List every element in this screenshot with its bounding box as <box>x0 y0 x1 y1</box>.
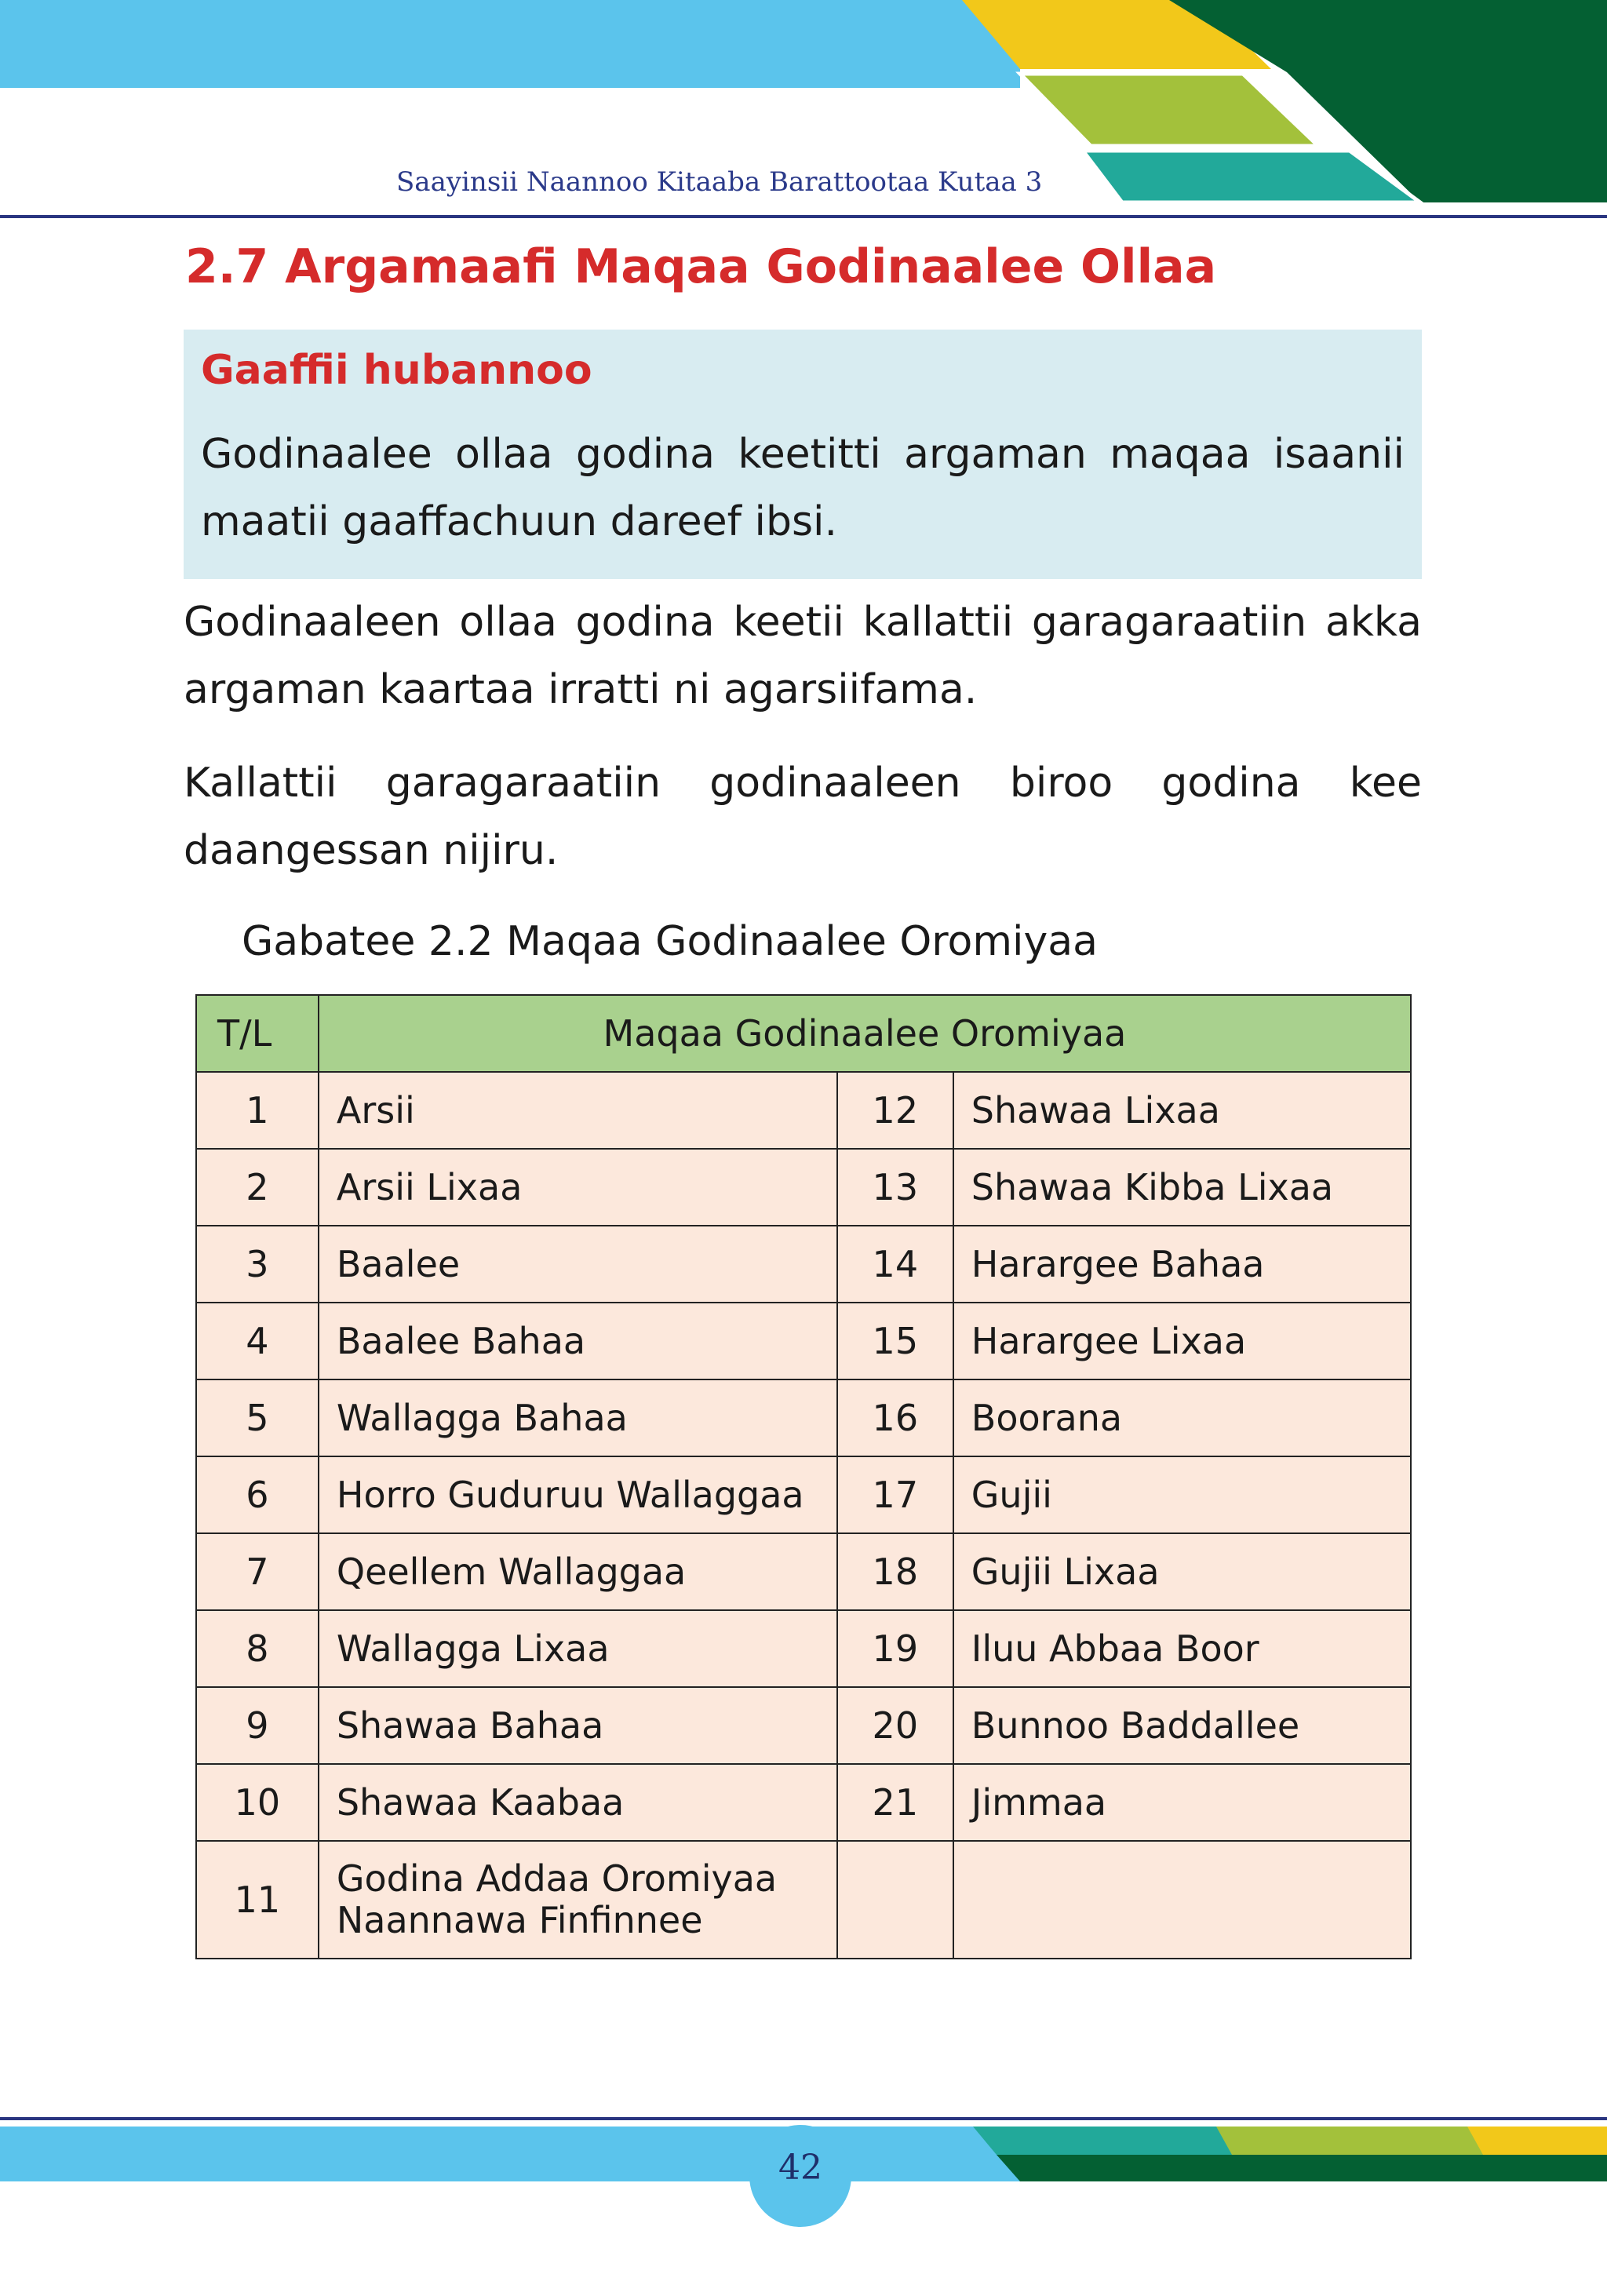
top-banner-teal-stripe <box>1083 151 1420 202</box>
zone-name: Arsii <box>319 1072 837 1149</box>
zone-name: Jimmaa <box>953 1764 1411 1841</box>
header-rule <box>0 215 1607 218</box>
top-banner-lime-stripe <box>1020 74 1318 146</box>
table-row <box>196 1764 1411 1841</box>
zone-name: Shawaa Kibba Lixaa <box>953 1149 1411 1226</box>
bottom-banner-blue-band <box>0 2127 1036 2181</box>
row-number: 21 <box>837 1764 953 1841</box>
zone-name: Iluu Abbaa Boor <box>953 1610 1411 1687</box>
table-caption: Gabatee 2.2 Maqaa Godinaalee Oromiyaa <box>242 918 1098 965</box>
zone-name: Shawaa Bahaa <box>319 1687 837 1764</box>
zone-name: Baalee Bahaa <box>319 1303 837 1379</box>
focus-question-text: Godinaalee ollaa godina keetitti argaman maqaa isaanii maatii gaaffachuun dareef ibsi. <box>201 431 1405 545</box>
row-number: 8 <box>196 1610 319 1687</box>
zone-name: Gujii Lixaa <box>953 1533 1411 1610</box>
focus-question-box <box>184 330 1422 579</box>
table-row <box>196 1303 1411 1379</box>
zone-name <box>319 1841 837 1959</box>
row-number: 17 <box>837 1456 953 1533</box>
bottom-banner-lime-stripe <box>1216 2127 1491 2155</box>
row-number-empty <box>837 1841 953 1959</box>
zone-name: Wallagga Bahaa <box>319 1379 837 1456</box>
zone-name: Baalee <box>319 1226 837 1303</box>
section-title: 2.7 Argamaafi Maqaa Godinaalee Ollaa <box>185 239 1217 294</box>
row-number: 18 <box>837 1533 953 1610</box>
zone-name: Bunnoo Baddallee <box>953 1687 1411 1764</box>
table-row <box>196 1841 1411 1959</box>
header-zone-names: Maqaa Godinaalee Oromiyaa <box>319 995 1411 1072</box>
table-row <box>196 1610 1411 1687</box>
row-number: 20 <box>837 1687 953 1764</box>
paragraph-bordering-zones-line2: daangessan nijiru. <box>184 827 559 874</box>
row-number: 19 <box>837 1610 953 1687</box>
zone-name-line2: Naannawa Finfinnee <box>336 1899 703 1941</box>
paragraph-neighbouring-zones-map: Godinaaleen ollaa godina keetii kallattii garagaraatiin akka argaman kaartaa irratti ni agarsiifama. <box>184 599 1422 713</box>
zone-name: Shawaa Kaabaa <box>319 1764 837 1841</box>
oromia-zones-table <box>195 994 1412 1959</box>
row-number: 3 <box>196 1226 319 1303</box>
bottom-banner-teal-stripe <box>973 2127 1248 2155</box>
zone-name-empty <box>953 1841 1411 1959</box>
row-number: 6 <box>196 1456 319 1533</box>
zone-name: Wallagga Lixaa <box>319 1610 837 1687</box>
table-row <box>196 1072 1411 1149</box>
row-number: 14 <box>837 1226 953 1303</box>
row-number: 9 <box>196 1687 319 1764</box>
bottom-banner-yellow-stripe <box>1467 2127 1607 2155</box>
zone-name: Harargee Bahaa <box>953 1226 1411 1303</box>
table-row <box>196 1533 1411 1610</box>
paragraph-bordering-zones-line1: Kallattii garagaraatiin godinaaleen biroo godina kee <box>184 760 1422 807</box>
page-number: 42 <box>749 2125 851 2227</box>
zone-name: Arsii Lixaa <box>319 1149 837 1226</box>
table-row <box>196 1379 1411 1456</box>
zone-name: Harargee Lixaa <box>953 1303 1411 1379</box>
paragraph-bordering-zones <box>184 749 1422 884</box>
zone-name-line1: Godina Addaa Oromiyaa <box>336 1857 778 1901</box>
zone-name: Qeellem Wallaggaa <box>319 1533 837 1610</box>
row-number: 4 <box>196 1303 319 1379</box>
header-number: T/L <box>196 995 319 1072</box>
book-title-header: Saayinsii Naannoo Kitaaba Barattootaa Kutaa 3 <box>396 166 1043 198</box>
table-row <box>196 1226 1411 1303</box>
row-number: 2 <box>196 1149 319 1226</box>
row-number: 7 <box>196 1533 319 1610</box>
row-number: 13 <box>837 1149 953 1226</box>
zone-name: Shawaa Lixaa <box>953 1072 1411 1149</box>
row-number: 1 <box>196 1072 319 1149</box>
row-number: 15 <box>837 1303 953 1379</box>
row-number: 11 <box>196 1841 319 1959</box>
zone-name: Boorana <box>953 1379 1411 1456</box>
table-header-row <box>196 995 1411 1072</box>
row-number: 16 <box>837 1379 953 1456</box>
bottom-banner-navy-rule <box>0 2117 1607 2120</box>
table-row <box>196 1149 1411 1226</box>
row-number: 10 <box>196 1764 319 1841</box>
focus-question-title: Gaaffii hubannoo <box>201 347 592 394</box>
top-banner-blue-band <box>0 0 1020 88</box>
row-number: 5 <box>196 1379 319 1456</box>
table-row <box>196 1456 1411 1533</box>
zone-name: Gujii <box>953 1456 1411 1533</box>
bottom-banner-dark-green-band <box>997 2155 1607 2181</box>
zone-name: Horro Guduruu Wallaggaa <box>319 1456 837 1533</box>
table-row <box>196 1687 1411 1764</box>
row-number: 12 <box>837 1072 953 1149</box>
